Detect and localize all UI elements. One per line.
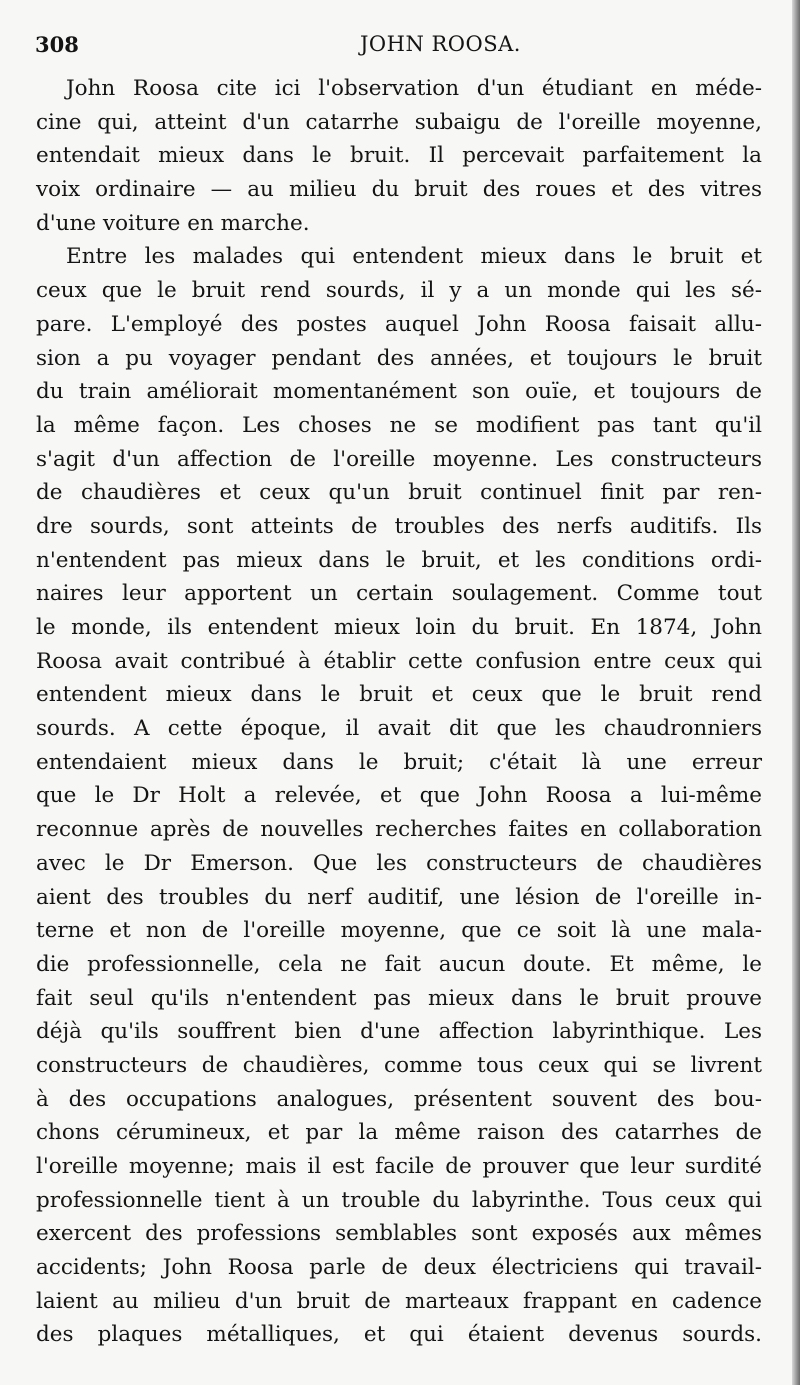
text-line: die professionnelle, cela ne fait aucun doute. Et même, le: [36, 951, 762, 977]
text-line: Roosa avait contribué à établir cette confusion entre ceux qui: [36, 648, 762, 674]
text-line: l'oreille moyenne; mais il est facile de prouver que leur surdité: [36, 1154, 762, 1179]
text-line: que le Dr Holt a relevée, et que John Roosa a lui-même: [36, 783, 762, 809]
text-line: constructeurs de chaudières, comme tous ceux qui se livrent: [36, 1052, 762, 1078]
text-line: cine qui, atteint d'un catarrhe subaigu de l'oreille moyenne,: [36, 109, 762, 135]
text-line: John Roosa cite ici l'observation d'un étudiant en méde-: [66, 76, 762, 101]
text-line: exercent des professions semblables sont exposés aux mêmes: [36, 1221, 762, 1247]
running-head: JOHN ROOSA.: [360, 32, 521, 56]
text-line: pare. L'employé des postes auquel John Roosa faisait allu-: [36, 311, 762, 337]
text-line: terne et non de l'oreille moyenne, que ce soit là une mala-: [36, 918, 762, 944]
text-line: aient des troubles du nerf auditif, une lésion de l'oreille in-: [36, 884, 762, 910]
page-number: 308: [35, 32, 79, 57]
text-line: entendaient mieux dans le bruit; c'était là une erreur: [36, 749, 762, 775]
text-line: la même façon. Les choses ne se modifient pas tant qu'il: [36, 412, 762, 438]
text-line: déjà qu'ils souffrent bien d'une affection labyrinthique. Les: [36, 1019, 762, 1045]
text-line: du train améliorait momentanément son ouïe, et toujours de: [36, 379, 762, 405]
text-line: s'agit d'un affection de l'oreille moyenne. Les constructeurs: [36, 446, 762, 472]
text-line: des plaques métalliques, et qui étaient devenus sourds.: [36, 1322, 762, 1348]
text-line: voix ordinaire — au milieu du bruit des roues et des vitres: [36, 177, 762, 203]
text-line: entendait mieux dans le bruit. Il percevait parfaitement la: [36, 143, 762, 169]
text-line: le monde, ils entendent mieux loin du bruit. En 1874, John: [36, 615, 762, 640]
text-line: avec le Dr Emerson. Que les constructeurs de chaudières: [36, 850, 762, 876]
text-line: à des occupations analogues, présentent souvent des bou-: [36, 1086, 762, 1112]
text-line: ceux que le bruit rend sourds, il y a un monde qui les sé-: [36, 278, 762, 304]
text-line: laient au milieu d'un bruit de marteaux frappant en cadence: [36, 1288, 762, 1314]
text-line: accidents; John Roosa parle de deux électriciens qui travail-: [36, 1255, 762, 1281]
page-header: [35, 32, 755, 62]
text-line: sion a pu voyager pendant des années, et toujours le bruit: [36, 345, 762, 371]
text-line: naires leur apportent un certain soulagement. Comme tout: [36, 581, 762, 607]
text-line: dre sourds, sont atteints de troubles des nerfs auditifs. Ils: [36, 513, 762, 539]
text-line: Entre les malades qui entendent mieux dans le bruit et: [66, 244, 762, 270]
text-line: entendent mieux dans le bruit et ceux que le bruit rend: [36, 682, 762, 708]
body-text: [36, 72, 762, 1352]
text-line: fait seul qu'ils n'entendent pas mieux dans le bruit prouve: [36, 985, 762, 1011]
text-line: d'une voiture en marche.: [36, 210, 310, 236]
text-line: de chaudières et ceux qu'un bruit continuel finit par ren-: [36, 480, 762, 506]
text-line: reconnue après de nouvelles recherches faites en collaboration: [36, 817, 762, 843]
text-line: sourds. A cette époque, il avait dit que les chaudronniers: [36, 716, 762, 742]
text-line: professionnelle tient à un trouble du labyrinthe. Tous ceux qui: [36, 1187, 762, 1213]
text-line: n'entendent pas mieux dans le bruit, et les conditions ordi-: [36, 547, 762, 573]
text-line: chons cérumineux, et par la même raison des catarrhes de: [36, 1120, 762, 1146]
